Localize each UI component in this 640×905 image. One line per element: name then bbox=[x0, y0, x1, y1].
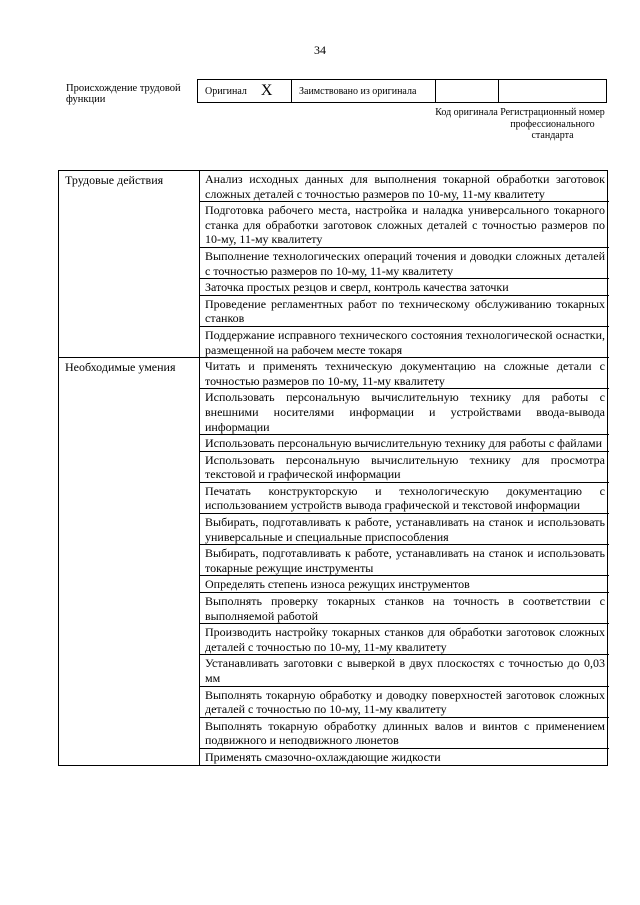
borrowed-label: Заимствовано из оригинала bbox=[299, 85, 417, 97]
table-row: Подготовка рабочего места, настройка и наладка универсального токарного станка для обработки заготовок сложных деталей с точностью размеров по 10-му, 11-му квалитету bbox=[200, 201, 609, 247]
registration-number-cell bbox=[499, 80, 608, 102]
section-label-required-skills: Необходимые умения bbox=[59, 357, 200, 764]
table-row: Анализ исходных данных для выполнения токарной обработки заготовок сложных деталей с точностью размеров по 10-му, 11-му квалитету bbox=[205, 172, 605, 201]
table-row: Производить настройку токарных станков для обработки заготовок сложных деталей с точностью по 10-му, 11-му квалитету bbox=[200, 623, 609, 654]
table-row: Заточка простых резцов и сверл, контроль качества заточки bbox=[200, 278, 609, 295]
table-row: Устанавливать заготовки с выверкой в двух плоскостях с точностью до 0,03 мм bbox=[200, 654, 609, 685]
required-skills-list bbox=[200, 357, 609, 764]
table-row: Выполнение технологических операций точения и доводки сложных деталей с точностью размеров по 10-му, 11-му квалитету bbox=[200, 247, 609, 278]
origin-label: Происхождение трудовой функции bbox=[66, 83, 181, 105]
table-row: Использовать персональную вычислительную технику для работы с внешними носителями информации и устройствами ввода-вывода информации bbox=[200, 388, 609, 434]
table-row: Выполнять токарную обработку и доводку поверхностей заготовок сложных деталей с точностью по 10-му, 11-му квалитету bbox=[200, 686, 609, 717]
section-label-work-actions: Трудовые действия bbox=[59, 171, 200, 357]
table-row: Проведение регламентных работ по техническому обслуживанию токарных станков bbox=[200, 295, 609, 326]
table-row: Читать и применять техническую документацию на сложные детали с точностью размеров по 10-му, 11-му квалитету bbox=[205, 359, 605, 388]
original-cell bbox=[198, 80, 292, 102]
table-row: Использовать персональную вычислительную технику для работы с файлами bbox=[200, 434, 609, 451]
original-label: Оригинал bbox=[205, 85, 247, 97]
table-row: Печатать конструкторскую и технологическую документацию с использованием устройств вывода графической и текстовой информации bbox=[200, 482, 609, 513]
original-mark: X bbox=[260, 82, 273, 99]
table-row: Выполнять проверку токарных станков на точность в соответствии с выполняемой работой bbox=[200, 592, 609, 623]
table-row: Выбирать, подготавливать к работе, устанавливать на станок и использовать универсальные и специальные приспособления bbox=[200, 513, 609, 544]
origin-captions bbox=[435, 107, 607, 142]
registration-caption: Регистрационный номер профессионального стандарта bbox=[500, 107, 605, 141]
original-code-cell bbox=[436, 80, 499, 102]
work-actions-list bbox=[200, 171, 609, 357]
code-caption: Код оригинала bbox=[435, 107, 498, 118]
table-row: Определять степень износа режущих инструментов bbox=[200, 575, 609, 592]
function-table bbox=[58, 170, 608, 766]
table-row: Выбирать, подготавливать к работе, устанавливать на станок и использовать токарные режущие инструменты bbox=[200, 544, 609, 575]
table-row: Поддержание исправного технического состояния технологической оснастки, размещенной на рабочем месте токаря bbox=[200, 326, 609, 357]
table-row: Применять смазочно-охлаждающие жидкости bbox=[200, 748, 609, 765]
borrowed-cell bbox=[292, 80, 436, 102]
table-row: Выполнять токарную обработку длинных валов и винтов с применением подвижного и неподвижного люнетов bbox=[200, 717, 609, 748]
table-row: Использовать персональную вычислительную технику для просмотра текстовой и графической информации bbox=[200, 451, 609, 482]
page-number: 34 bbox=[314, 43, 326, 57]
origin-table bbox=[197, 79, 607, 103]
